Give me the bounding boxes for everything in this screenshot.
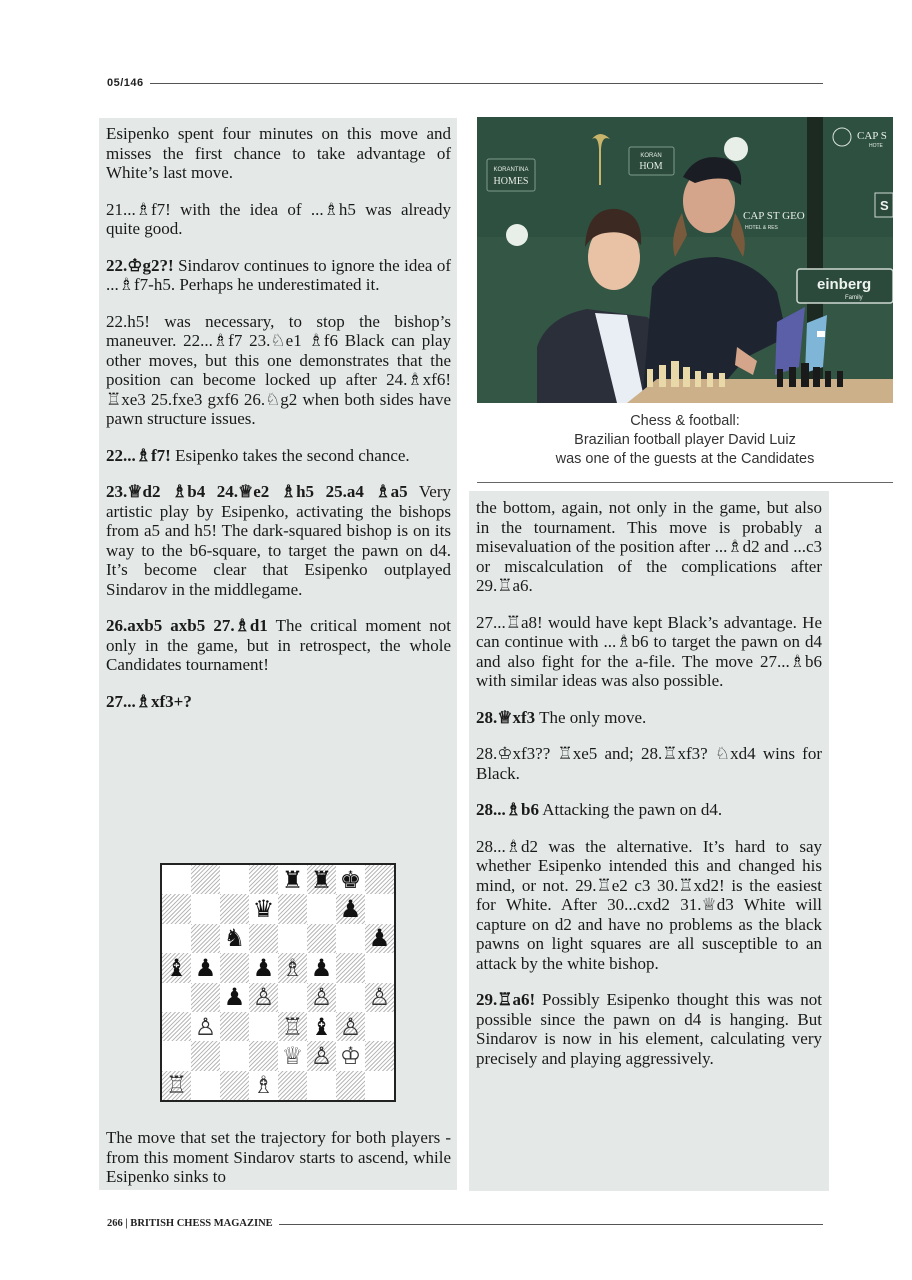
square-h3: [365, 1012, 394, 1041]
page-counter: 05/146: [107, 76, 150, 90]
sponsor-text: KORANTINA: [493, 167, 529, 173]
header-rule: [107, 83, 823, 84]
paragraph-text: 27...♖a8! would have kept Black’s advantage. He can continue with ...♗b6 to target the pawn on d4 and also fight for the a-file. The move 27...♗b6 with similar ideas was also possible.: [476, 612, 822, 690]
square-f8: [307, 865, 336, 894]
paragraph-text: 28.♔xf3?? ♖xe5 and; 28.♖xf3? ♘xd4 wins for Black.: [476, 744, 822, 783]
chess-piece: ♙: [310, 1041, 333, 1070]
square-b2: [191, 1041, 220, 1070]
square-b7: [191, 894, 220, 923]
footer-label: 266 | BRITISH CHESS MAGAZINE: [107, 1217, 279, 1231]
chess-piece: ♙: [339, 1012, 362, 1041]
move-notation: 28...♗b6: [476, 800, 539, 819]
right-column: [476, 498, 822, 1085]
paragraph: [106, 446, 451, 466]
paragraph: [476, 800, 822, 820]
square-b8: [191, 865, 220, 894]
chess-piece: ♞: [223, 924, 246, 953]
sponsor-text: HOM: [639, 161, 663, 172]
move-notation: 22...♗f7!: [106, 445, 171, 465]
paragraph-text: Attacking the pawn on d4.: [538, 800, 723, 819]
square-h7: [365, 894, 394, 923]
sponsor-text: HOMES: [493, 176, 529, 187]
square-c5: [220, 953, 249, 982]
chess-piece: ♙: [252, 983, 275, 1012]
square-f3: [307, 1012, 336, 1041]
square-d1: [249, 1071, 278, 1100]
square-e2: [278, 1041, 307, 1070]
event-photo: [477, 117, 893, 403]
square-g6: [336, 924, 365, 953]
paragraph-text: the bottom, again, not only in the game, but also in the tournament. This move is probably a misevaluation of the position after ...♗d2 and ...c3 or miscalculation of the complications after 29.♖a6.: [476, 498, 822, 595]
page-footer: [107, 1217, 823, 1231]
paragraph: [106, 616, 451, 675]
square-f6: [307, 924, 336, 953]
square-h2: [365, 1041, 394, 1070]
chess-piece: ♜: [310, 865, 333, 894]
square-c3: [220, 1012, 249, 1041]
square-f1: [307, 1071, 336, 1100]
paragraph: [476, 990, 822, 1068]
square-a5: [162, 953, 191, 982]
caption-rule: [477, 482, 893, 483]
square-f4: [307, 983, 336, 1012]
square-b3: [191, 1012, 220, 1041]
square-d2: [249, 1041, 278, 1070]
square-a4: [162, 983, 191, 1012]
chess-piece: ♙: [194, 1012, 217, 1041]
chess-piece: ♗: [252, 1071, 275, 1100]
move-notation: 29.♖a6!: [476, 990, 536, 1009]
move-notation: 23.♕d2 ♗b4 24.♕e2 ♗h5 25.a4 ♗a5: [106, 482, 408, 501]
square-b1: [191, 1071, 220, 1100]
square-f2: [307, 1041, 336, 1070]
square-g7: [336, 894, 365, 923]
chess-piece: ♗: [281, 953, 304, 982]
paragraph-text: Sindarov continues to ignore the idea of ...♗f7-h5. Perhaps he underestimated it.: [106, 255, 451, 294]
paragraph: [476, 708, 822, 728]
square-e4: [278, 983, 307, 1012]
square-g4: [336, 983, 365, 1012]
chess-piece: ♖: [281, 1012, 304, 1041]
chess-piece: ♙: [310, 983, 333, 1012]
chess-piece: ♕: [281, 1041, 304, 1070]
chess-piece: ♛: [252, 895, 275, 924]
chess-piece: ♟: [252, 953, 275, 982]
square-h1: [365, 1071, 394, 1100]
paragraph-text: The only move.: [535, 707, 647, 727]
sponsor-text: Family: [845, 295, 863, 301]
chess-piece: ♟: [310, 953, 333, 982]
paragraph: [106, 692, 451, 712]
move-notation: 28.♕xf3: [476, 707, 536, 727]
paragraph: [476, 744, 822, 783]
sponsor-text: KORAN: [640, 153, 662, 159]
square-d3: [249, 1012, 278, 1041]
square-b5: [191, 953, 220, 982]
square-e8: [278, 865, 307, 894]
paragraph: [106, 312, 451, 429]
square-b6: [191, 924, 220, 953]
square-e6: [278, 924, 307, 953]
chess-board: [162, 865, 394, 1100]
square-c2: [220, 1041, 249, 1070]
chess-piece: ♟: [339, 895, 362, 924]
paragraph-text: 28...♗d2 was the alternative. It’s hard to say whether Esipenko intended this and changed his mind, or not. 29.♖e2 c3 30.♖xd2! is the easiest for White. After 30...cxd2 31.♕d3 White will capture on d2 and have no problems as the black pawns on light squares are all susceptible to an attack by the white bishop.: [476, 836, 822, 973]
square-h8: [365, 865, 394, 894]
chess-piece: ♟: [194, 953, 217, 982]
paragraph: [476, 498, 822, 596]
photo-illustration: [477, 117, 893, 403]
caption-line: Chess & football:: [630, 413, 740, 429]
chess-piece: ♟: [368, 924, 391, 953]
paragraph-text: The move that set the trajectory for both players - from this moment Sindarov starts to ascend, while Esipenko sinks to: [106, 1128, 451, 1186]
square-e3: [278, 1012, 307, 1041]
sponsor-text: HOTEL & RES: [745, 225, 778, 231]
paragraph-text: 21...♗f7! with the idea of ...♗h5 was already quite good.: [106, 199, 451, 238]
square-c8: [220, 865, 249, 894]
square-h5: [365, 953, 394, 982]
page-header: [107, 76, 823, 90]
square-a2: [162, 1041, 191, 1070]
square-d6: [249, 924, 278, 953]
square-d5: [249, 953, 278, 982]
left-column: [106, 124, 451, 728]
square-h4: [365, 983, 394, 1012]
square-c6: [220, 924, 249, 953]
square-f7: [307, 894, 336, 923]
square-e1: [278, 1071, 307, 1100]
move-notation: 26.axb5 axb5 27.♗d1: [106, 616, 268, 635]
move-notation: 27...♗xf3+?: [106, 691, 192, 711]
square-a1: [162, 1071, 191, 1100]
square-h6: [365, 924, 394, 953]
sponsor-text: CAP S: [857, 130, 887, 142]
chess-diagram: [160, 863, 396, 1102]
paragraph-text: Very artistic play by Esipenko, activating the bishops from a5 and h5! The dark-squared bishop is on its way to the b6-square, to target the pawn on d4. It’s become clear that Esipenko outplayed Sindarov in the middlegame.: [106, 482, 451, 599]
square-d4: [249, 983, 278, 1012]
paragraph: [106, 200, 451, 239]
square-c1: [220, 1071, 249, 1100]
paragraph: [106, 256, 451, 295]
move-notation: 22.♔g2?!: [106, 255, 174, 275]
square-e5: [278, 953, 307, 982]
paragraph-text: Esipenko spent four minutes on this move and misses the first chance to take advantage of White’s last move.: [106, 124, 451, 182]
square-g3: [336, 1012, 365, 1041]
square-a8: [162, 865, 191, 894]
photo-caption: [477, 412, 893, 469]
sponsor-text: HOTE: [869, 143, 883, 149]
chess-piece: ♟: [223, 983, 246, 1012]
paragraph: [106, 482, 451, 599]
chess-piece: ♙: [368, 983, 391, 1012]
paragraph: [476, 613, 822, 691]
square-c4: [220, 983, 249, 1012]
square-a6: [162, 924, 191, 953]
chess-piece: ♜: [281, 865, 304, 894]
square-f5: [307, 953, 336, 982]
square-g1: [336, 1071, 365, 1100]
paragraph-text: 22.h5! was necessary, to stop the bishop’s maneuver. 22...♗f7 23.♘e1 ♗f6 Black can play other moves, but this one demonstrates that the position can become locked up after 24.♗xf6! ♖xe3 25.fxe3 gxf6 26.♘g2 when both sides have pawn structure issues.: [106, 311, 451, 428]
sponsor-text: CAP ST GEO: [743, 210, 805, 222]
caption-line: Brazilian football player David Luiz: [574, 432, 796, 448]
caption-line: was one of the guests at the Candidates: [555, 451, 815, 467]
square-g5: [336, 953, 365, 982]
paragraph-text: Esipenko takes the second chance.: [170, 445, 410, 465]
paragraph: [106, 1128, 451, 1187]
chess-piece: ♚: [339, 865, 362, 894]
chess-piece: ♔: [339, 1041, 362, 1070]
square-d8: [249, 865, 278, 894]
left-column-bottom: [106, 1128, 451, 1204]
square-b4: [191, 983, 220, 1012]
square-a7: [162, 894, 191, 923]
square-e7: [278, 894, 307, 923]
square-g8: [336, 865, 365, 894]
sponsor-text: einberg: [817, 276, 872, 293]
chess-piece: ♖: [165, 1071, 188, 1100]
square-c7: [220, 894, 249, 923]
square-d7: [249, 894, 278, 923]
square-g2: [336, 1041, 365, 1070]
paragraph: [476, 837, 822, 974]
chess-piece: ♝: [165, 953, 188, 982]
paragraph-text: Possibly Esipenko thought this was not possible since the pawn on d4 is hanging. But Sindarov is now in his element, calculating very precisely and playing aggressively.: [476, 990, 822, 1068]
sponsor-text: S: [880, 198, 889, 213]
square-a3: [162, 1012, 191, 1041]
paragraph: [106, 124, 451, 183]
paragraph-text: The critical moment not only in the game, but in retrospect, the whole Candidates tournament!: [106, 616, 451, 674]
chess-piece: ♝: [310, 1012, 333, 1041]
